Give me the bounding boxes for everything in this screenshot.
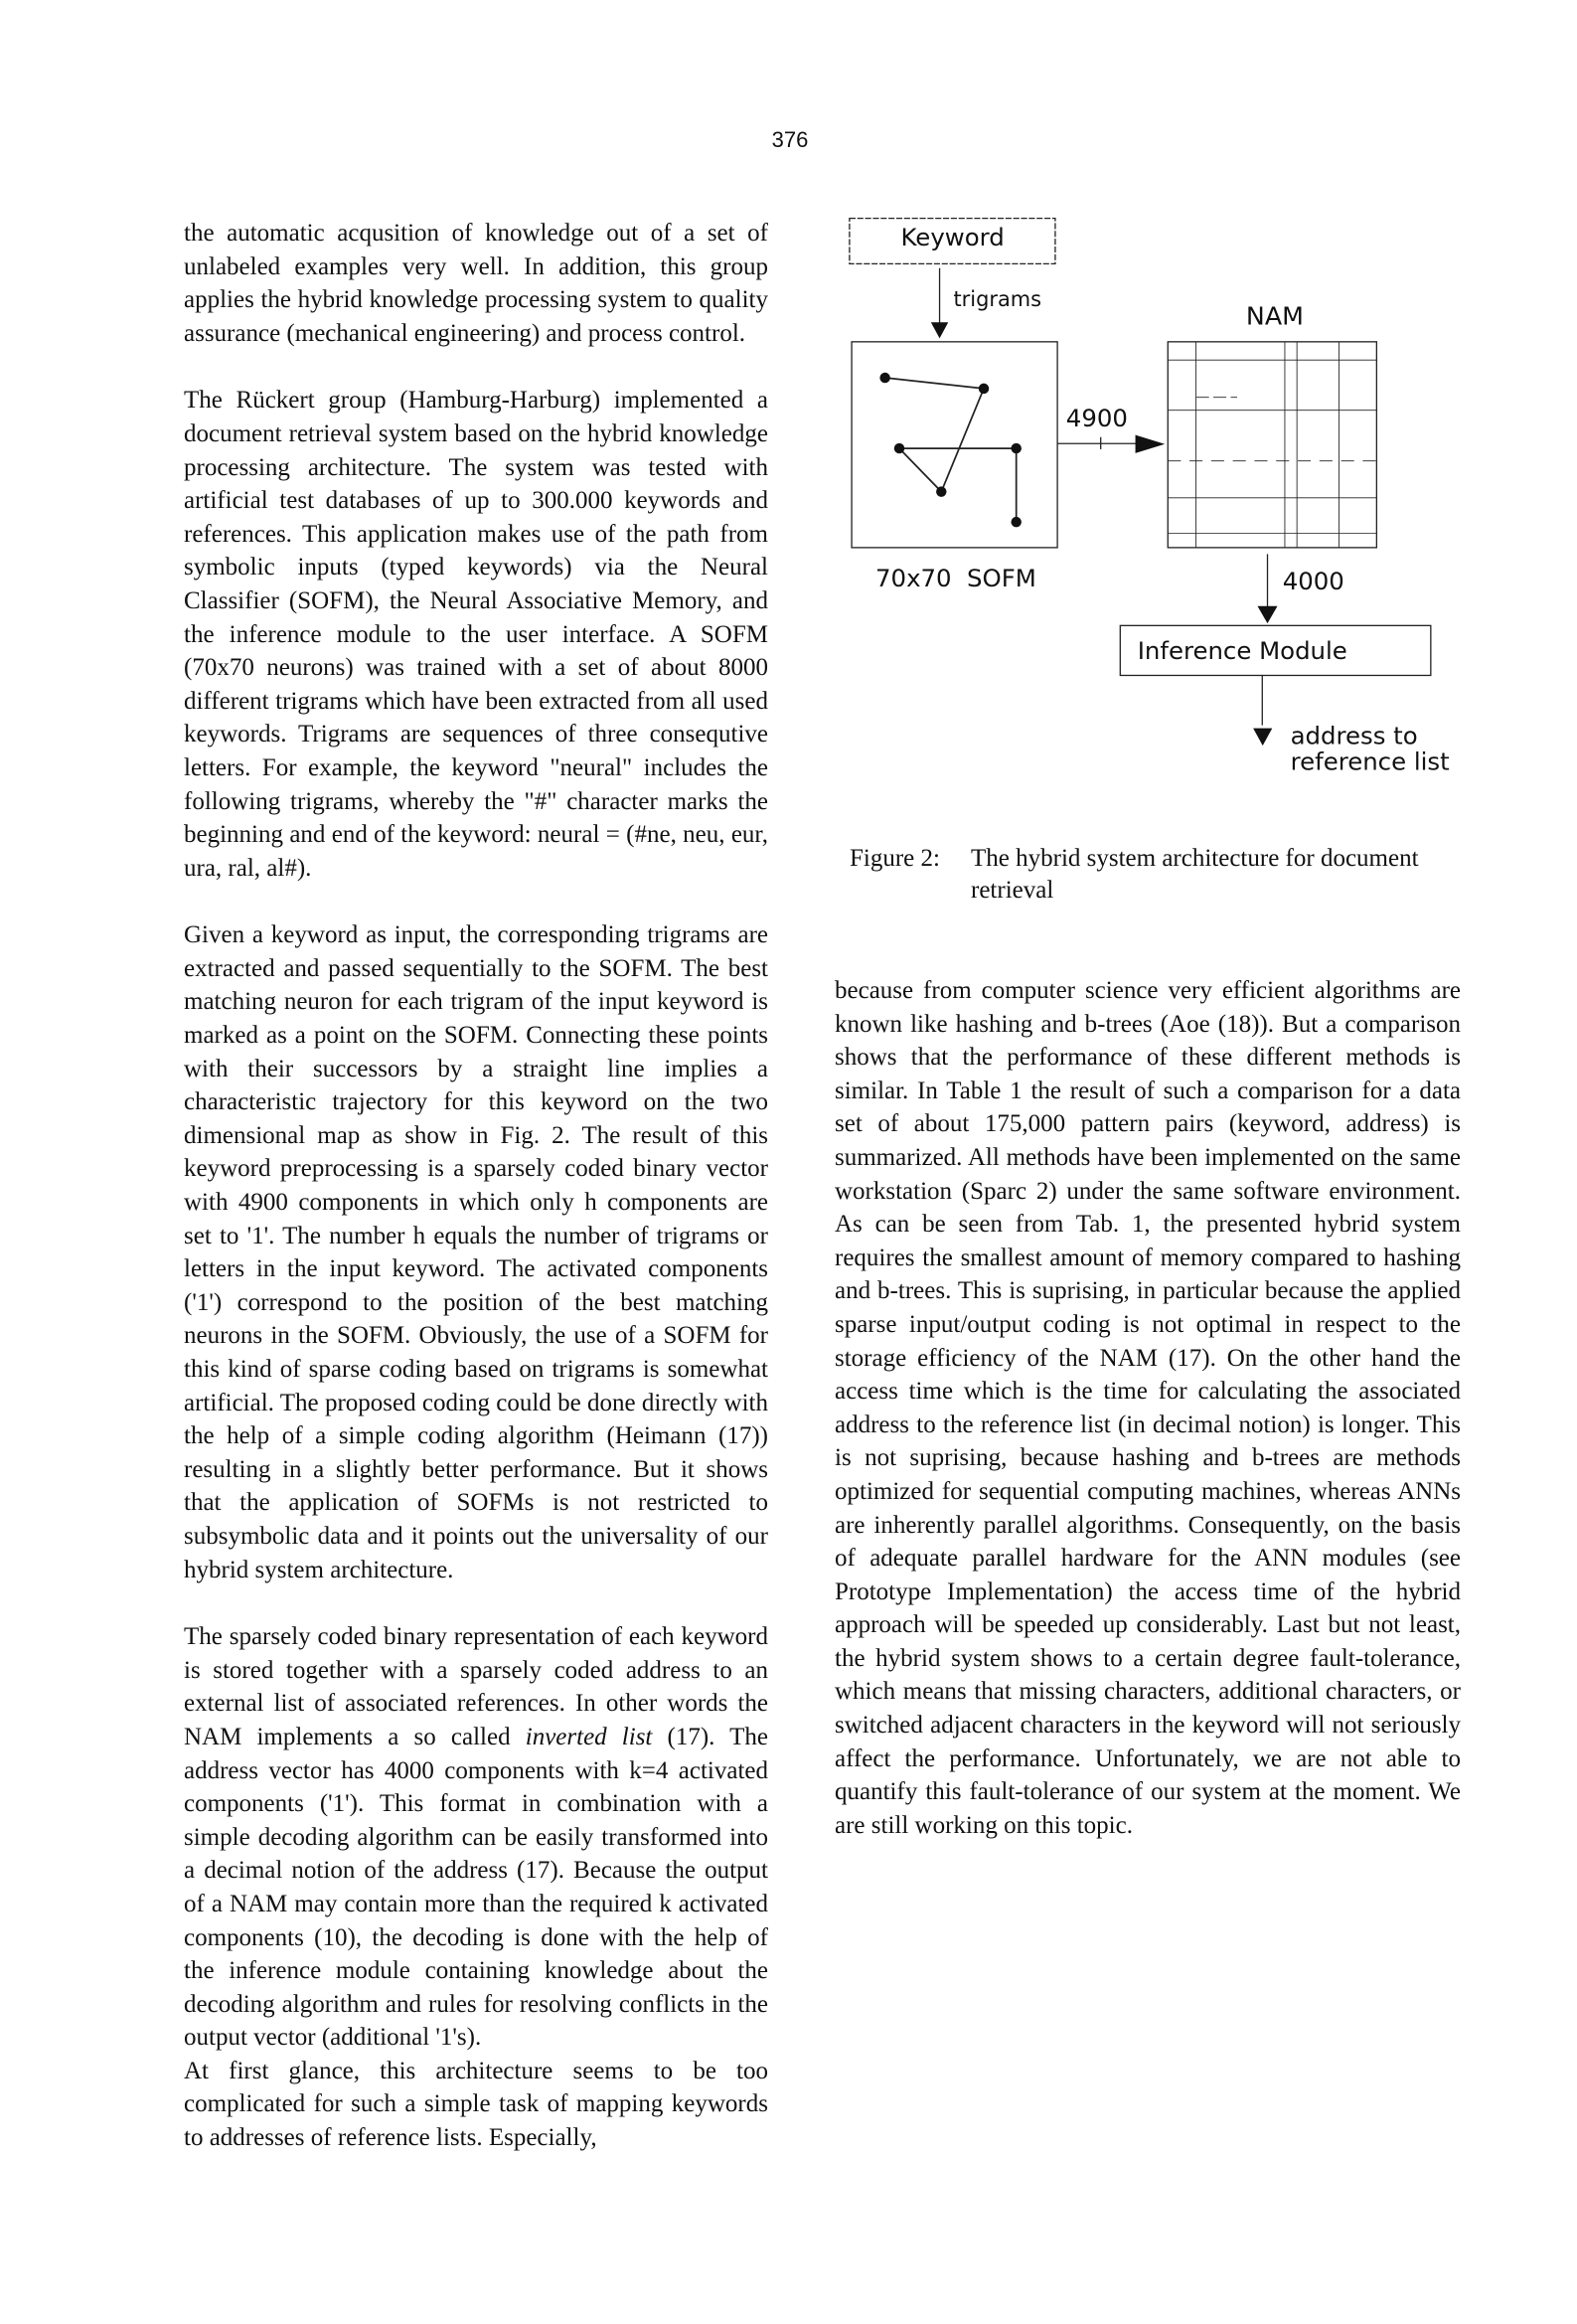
vector-size-4000: 4000: [1282, 567, 1344, 596]
sofm-label: 70x70 SOFM: [875, 564, 1036, 593]
arrow-right-icon: [1136, 435, 1166, 453]
arrow-down-icon: [1257, 606, 1277, 623]
page-number: 376: [771, 127, 809, 152]
paragraph: [184, 1620, 768, 2055]
nam-matrix: [1168, 342, 1376, 548]
sofm-box: [852, 342, 1057, 548]
text: (17). The address vector has 4000 components with k=4 activated components ('1'). This format in combination with a simple decoding algorithm can be easily transformed into a decimal notion of the address (17). Because the output of a NAM may contain more than the required k activated components (10), the decoding is done with the help of the inference module containing knowledge about the decoding algorithm and rules for resolving conflicts in the output vector (additional '1's).: [184, 1723, 768, 2052]
arrow-down-icon: [1253, 729, 1272, 746]
keyword-label: Keyword: [900, 223, 1005, 252]
left-column: [184, 217, 768, 2155]
paragraph: because from computer science very efficient algorithms are known like hashing and b-trees (Aoe (18)). But a comparison shows that the performance of these different methods is similar. In Table 1 the result of such a comparison for a data set of about 175,000 pattern pairs (keyword, address) is summarized. All methods have been implemented on the same workstation (Sparc 2) under the same software environment. As can be seen from Tab. 1, the presented hybrid system requires the smallest amount of memory compared to hashing and b-trees. This is suprising, in particular because the applied sparse input/output coding is not optimal in respect to the storage efficiency of the NAM (17). On the other hand the access time which is the time for calculating the associated address to the reference list (in decimal notion) is longer. This is not suprising, because hashing and b-trees are methods optimized for sequential computing machines, whereas ANNs are inherently parallel algorithms. Consequently, on the basis of adequate parallel hardware for the ANN modules (see Prototype Implementation) the access time of the hybrid approach will be speeded up considerably. Last but not least, the hybrid system shows to a certain degree fault-tolerance, which means that missing characters, additional characters, or switched adjacent characters in the keyword will not seriously affect the performance. Unfortunately, we are not able to quantify this fault-tolerance of our system at the moment. We are still working on this topic.: [835, 977, 1461, 1839]
inference-label: Inference Module: [1137, 635, 1347, 665]
output-label-2: reference list: [1290, 747, 1450, 776]
output-label-1: address to: [1290, 721, 1418, 750]
vector-size-4900: 4900: [1065, 403, 1128, 432]
nam-label: NAM: [1245, 301, 1304, 331]
right-column: [835, 974, 1461, 1842]
architecture-figure: [815, 199, 1491, 800]
arrow-down-icon: [931, 322, 948, 338]
caption-label: Figure 2:: [850, 845, 940, 872]
caption-text: The hybrid system architecture for document retrieval: [971, 845, 1419, 904]
paragraph: Given a keyword as input, the corresponding trigrams are extracted and passed sequentially to the SOFM. The best matching neuron for each trigram of the input keyword is marked as a point on the SOFM. Connecting these points with their successors by a straight line implies a characteristic trajectory for this keyword on the two dimensional map as show in Fig. 2. The result of this keyword preprocessing is a sparsely coded binary vector with 4900 components in which only h components are set to '1'. The number h equals the number of trigrams or letters in the input keyword. The activated components ('1') correspond to the position of the best matching neurons in the SOFM. Obviously, the use of a SOFM for this kind of sparse coding based on trigrams is somewhat artificial. The proposed coding could be done directly with the help of a simple coding algorithm (Heimann (17)) resulting in a slightly better performance. But it shows that the application of SOFMs is not restricted to subsymbolic data and it points out the universality of our hybrid system architecture.: [184, 921, 768, 1583]
figure-caption: [850, 843, 1486, 907]
trajectory: [885, 378, 1017, 522]
paragraph: The Rückert group (Hamburg-Harburg) implemented a document retrieval system based on the hybrid knowledge processing architecture. The system was tested with artificial test databases of up to 300.000 keywords and references. This application makes use of the path from symbolic inputs (typed keywords) via the Neural Classifier (SOFM), the Neural Associative Memory, and the inference module to the user interface. A SOFM (70x70 neurons) was trained with a set of about 8000 different trigrams which have been extracted from all used keywords. Trigrams are sequences of three consequtive letters. For example, the keyword "neural" includes the following trigrams, whereby the "#" character marks the beginning and end of the keyword: neural = (#ne, neu, eur, ura, ral, al#).: [184, 387, 768, 882]
paragraph: At first glance, this architecture seems to be too complicated for such a simple task of mapping keywords to addresses of reference lists. Especially,: [184, 2057, 768, 2152]
text: The sparsely coded binary representation of each keyword is stored together with a sparsely coded address to an external list of associated references. In other words the NAM implements a so called: [184, 1623, 768, 1750]
italic-term: inverted list: [525, 1723, 653, 1750]
trigrams-label: trigrams: [953, 287, 1042, 312]
paragraph: the automatic acqusition of knowledge out of a set of unlabeled examples very well. In addition, this group applies the hybrid knowledge processing system to quality assurance (mechanical engineering) and process control.: [184, 220, 768, 347]
